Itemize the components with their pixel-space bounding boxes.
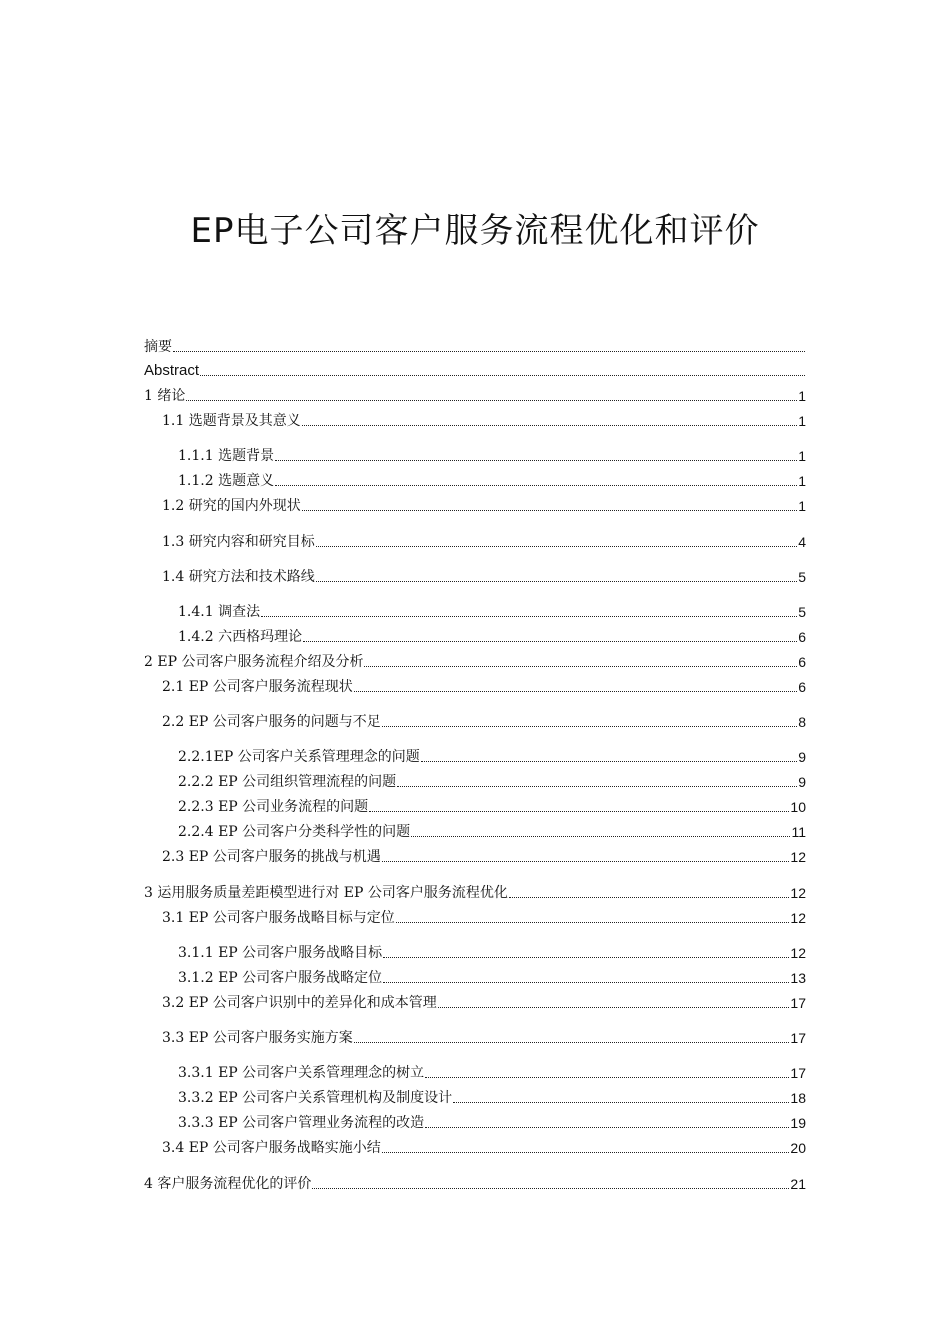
toc-entry-page: 5 — [798, 604, 806, 620]
toc-entry-1-1-1[interactable] — [178, 447, 806, 465]
toc-entry-label: 2.3 EP 公司客户服务的挑战与机遇 — [162, 849, 381, 865]
toc-entry-2-2-1[interactable] — [178, 748, 806, 766]
toc-entry-page: 12 — [790, 885, 806, 901]
toc-entry-2-3[interactable] — [162, 848, 806, 866]
toc-entry-label: 1.1.1 选题背景 — [178, 448, 275, 464]
toc-entry-3-1-2[interactable] — [178, 969, 806, 987]
toc-entry-label: 3.3.1 EP 公司客户关系管理理念的树立 — [178, 1065, 425, 1081]
toc-entry-label: 1 绪论 — [144, 388, 186, 404]
toc-entry-page: 12 — [790, 910, 806, 926]
toc-entry-page: 1 — [798, 473, 806, 489]
toc-entry-1-2[interactable] — [162, 497, 806, 515]
toc-entry-label: 3.3.2 EP 公司客户关系管理机构及制度设计 — [178, 1090, 453, 1106]
toc-leader-dots — [421, 761, 797, 762]
toc-entry-label: 1.1.2 选题意义 — [178, 473, 275, 489]
toc-leader-dots — [397, 786, 797, 787]
toc-entry-label: Abstract — [144, 362, 200, 379]
toc-entry-3-3-3[interactable] — [178, 1114, 806, 1132]
toc-entry-page: 13 — [790, 970, 806, 986]
toc-entry-page: 8 — [798, 714, 806, 730]
toc-leader-dots — [411, 836, 790, 837]
toc-leader-dots — [364, 666, 797, 667]
toc-entry-label: 1.3 研究内容和研究目标 — [162, 534, 315, 550]
toc-entry-3-1-1[interactable] — [178, 944, 806, 962]
toc-leader-dots — [173, 351, 805, 352]
toc-entry-page: 9 — [798, 749, 806, 765]
toc-entry-abstract-cn[interactable] — [144, 338, 806, 356]
toc-leader-dots — [302, 425, 797, 426]
toc-entry-label: 3.3.3 EP 公司客户管理业务流程的改造 — [178, 1115, 425, 1131]
toc-entry-label: 3 运用服务质量差距模型进行对 EP 公司客户服务流程优化 — [144, 885, 508, 901]
toc-entry-label: 4 客户服务流程优化的评价 — [144, 1176, 312, 1192]
toc-entry-page: 9 — [798, 774, 806, 790]
toc-entry-label: 3.3 EP 公司客户服务实施方案 — [162, 1030, 353, 1046]
toc-entry-2-2-2[interactable] — [178, 773, 806, 791]
toc-entry-chapter-4[interactable] — [144, 1175, 806, 1193]
toc-entry-page: 6 — [798, 679, 806, 695]
toc-leader-dots — [382, 726, 797, 727]
toc-entry-label: 2.2 EP 公司客户服务的问题与不足 — [162, 714, 381, 730]
toc-leader-dots — [425, 1077, 789, 1078]
toc-entry-label: 3.1.2 EP 公司客户服务战略定位 — [178, 970, 383, 986]
toc-leader-dots — [261, 616, 797, 617]
toc-leader-dots — [275, 485, 797, 486]
toc-entry-3-3-1[interactable] — [178, 1064, 806, 1082]
toc-leader-dots — [316, 546, 797, 547]
toc-entry-1-4-1[interactable] — [178, 603, 806, 621]
toc-entry-page: 1 — [798, 498, 806, 514]
toc-entry-page: 17 — [790, 1065, 806, 1081]
toc-entry-chapter-3[interactable] — [144, 884, 806, 902]
toc-entry-2-2[interactable] — [162, 713, 806, 731]
toc-entry-1-4[interactable] — [162, 568, 806, 586]
toc-entry-label: 2.1 EP 公司客户服务流程现状 — [162, 679, 353, 695]
toc-leader-dots — [383, 957, 789, 958]
toc-entry-page: 12 — [790, 849, 806, 865]
toc-entry-label: 1.1 选题背景及其意义 — [162, 413, 301, 429]
toc-entry-2-2-3[interactable] — [178, 798, 806, 816]
toc-entry-3-2[interactable] — [162, 994, 806, 1012]
toc-entry-label: 1.4 研究方法和技术路线 — [162, 569, 315, 585]
toc-entry-page: 11 — [791, 824, 806, 840]
toc-entry-label: 1.4.1 调查法 — [178, 604, 261, 620]
toc-entry-page: 1 — [798, 413, 806, 429]
toc-leader-dots — [303, 641, 797, 642]
toc-entry-label: 2.2.2 EP 公司组织管理流程的问题 — [178, 774, 397, 790]
toc-entry-label: 2 EP 公司客户服务流程介绍及分析 — [144, 654, 364, 670]
toc-entry-label: 1.2 研究的国内外现状 — [162, 498, 301, 514]
toc-leader-dots — [186, 400, 797, 401]
toc-leader-dots — [316, 581, 797, 582]
toc-leader-dots — [382, 1152, 790, 1153]
toc-entry-page: 1 — [798, 448, 806, 464]
toc-entry-page: 4 — [798, 534, 806, 550]
toc-leader-dots — [509, 897, 790, 898]
toc-entry-3-3[interactable] — [162, 1029, 806, 1047]
toc-entry-label: 3.1.1 EP 公司客户服务战略目标 — [178, 945, 383, 961]
toc-leader-dots — [383, 982, 789, 983]
toc-entry-3-3-2[interactable] — [178, 1089, 806, 1107]
document-title: EP电子公司客户服务流程优化和评价 — [190, 211, 760, 251]
toc-entry-page: 21 — [790, 1176, 806, 1192]
toc-entry-page: 5 — [798, 569, 806, 585]
toc-entry-1-1[interactable] — [162, 412, 806, 430]
toc-entry-page: 1 — [798, 388, 806, 404]
toc-entry-page: 12 — [790, 945, 806, 961]
toc-entry-1-3[interactable] — [162, 533, 806, 551]
toc-entry-label: 2.2.1EP 公司客户关系管理理念的问题 — [178, 749, 420, 765]
toc-entry-page: 20 — [790, 1140, 806, 1156]
toc-entry-1-4-2[interactable] — [178, 628, 806, 646]
toc-entry-chapter-2[interactable] — [144, 653, 806, 671]
toc-entry-page: 6 — [798, 629, 806, 645]
toc-entry-label: 3.1 EP 公司客户服务战略目标与定位 — [162, 910, 395, 926]
toc-entry-label: 2.2.3 EP 公司业务流程的问题 — [178, 799, 369, 815]
toc-leader-dots — [275, 460, 797, 461]
toc-leader-dots — [396, 922, 790, 923]
toc-entry-label: 2.2.4 EP 公司客户分类科学性的问题 — [178, 824, 411, 840]
toc-entry-1-1-2[interactable] — [178, 472, 806, 490]
toc-leader-dots — [369, 811, 789, 812]
toc-leader-dots — [382, 861, 790, 862]
toc-entry-label: 摘要 — [144, 339, 172, 355]
toc-entry-page: 10 — [790, 799, 806, 815]
toc-entry-3-1[interactable] — [162, 909, 806, 927]
toc-entry-label: 3.2 EP 公司客户识别中的差异化和成本管理 — [162, 995, 437, 1011]
toc-leader-dots — [200, 375, 805, 376]
toc-leader-dots — [302, 510, 797, 511]
toc-entry-page: 17 — [790, 1030, 806, 1046]
toc-entry-chapter-1[interactable] — [144, 387, 806, 405]
toc-leader-dots — [312, 1188, 789, 1189]
toc-leader-dots — [354, 691, 797, 692]
toc-entry-3-4[interactable] — [162, 1139, 806, 1157]
toc-entry-2-1[interactable] — [162, 678, 806, 696]
toc-entry-page: 18 — [790, 1090, 806, 1106]
toc-entry-label: 3.4 EP 公司客户服务战略实施小结 — [162, 1140, 381, 1156]
toc-entry-page: 6 — [798, 654, 806, 670]
toc-leader-dots — [354, 1042, 790, 1043]
toc-leader-dots — [453, 1102, 789, 1103]
toc-entry-abstract-en[interactable] — [144, 362, 806, 380]
toc-entry-page: 17 — [790, 995, 806, 1011]
toc-entry-page: 19 — [790, 1115, 806, 1131]
toc-leader-dots — [438, 1007, 790, 1008]
toc-entry-label: 1.4.2 六西格玛理论 — [178, 629, 303, 645]
toc-leader-dots — [425, 1127, 789, 1128]
toc-entry-2-2-4[interactable] — [178, 823, 806, 841]
